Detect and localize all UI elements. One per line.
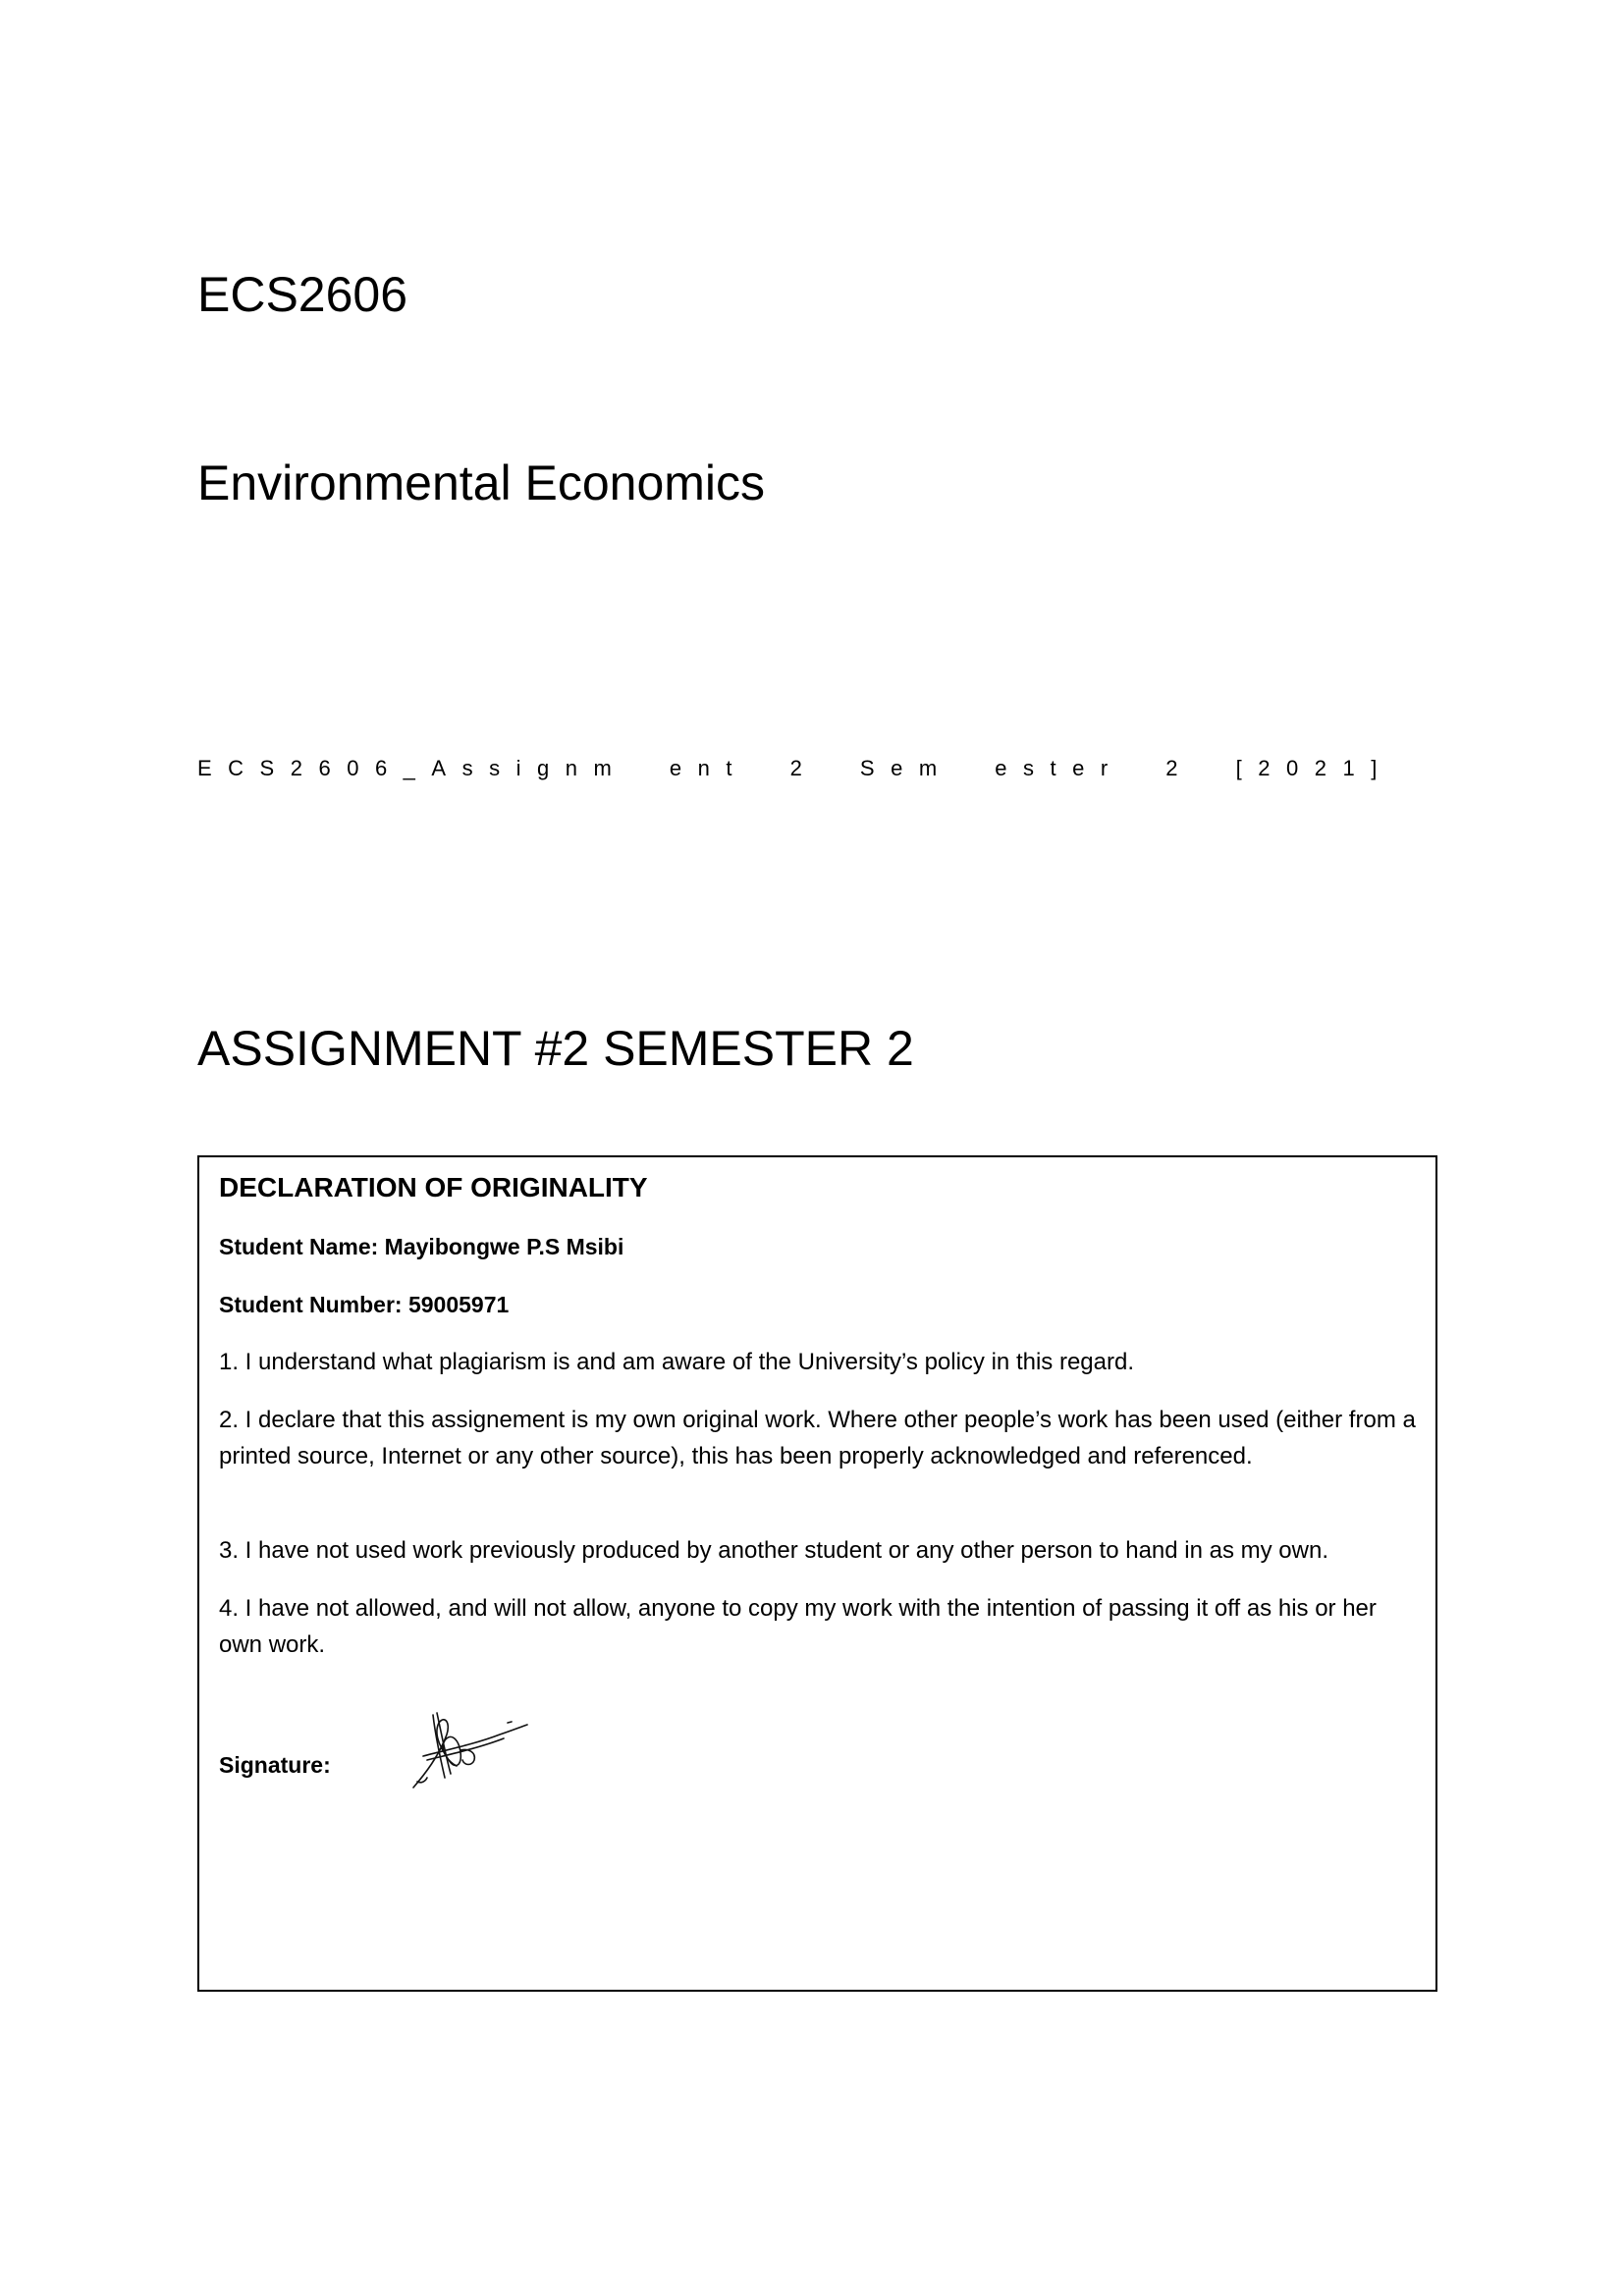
declaration-statement-3: 3. I have not used work previously produced by another student or any other person to hand in as my own. xyxy=(219,1537,1329,1564)
assignment-reference: ECS2606_Assignm ent 2 Sem ester 2 [2021] xyxy=(197,756,1393,780)
student-number: Student Number: 59005971 xyxy=(219,1292,510,1317)
declaration-statement-4: 4. I have not allowed, and will not allow, anyone to copy my work with the intention of passing it off as his or her own work. xyxy=(219,1595,1377,1658)
signature-label: Signature: xyxy=(219,1752,331,1778)
declaration-heading: DECLARATION OF ORIGINALITY xyxy=(219,1172,648,1202)
course-code: ECS2606 xyxy=(197,267,408,322)
assignment-title: ASSIGNMENT #2 SEMESTER 2 xyxy=(197,1021,914,1076)
declaration-box xyxy=(197,1155,1437,1992)
signature-mark xyxy=(406,1705,533,1793)
student-name: Student Name: Mayibongwe P.S Msibi xyxy=(219,1234,624,1259)
declaration-statement-1: 1. I understand what plagiarism is and am aware of the University’s policy in this regard. xyxy=(219,1349,1135,1375)
course-name: Environmental Economics xyxy=(197,455,766,510)
declaration-statement-2: 2. I declare that this assignement is my own original work. Where other people’s work has been used (either from a printed source, Internet or any other source), this has been properly acknowledged and referenced. xyxy=(219,1407,1416,1469)
